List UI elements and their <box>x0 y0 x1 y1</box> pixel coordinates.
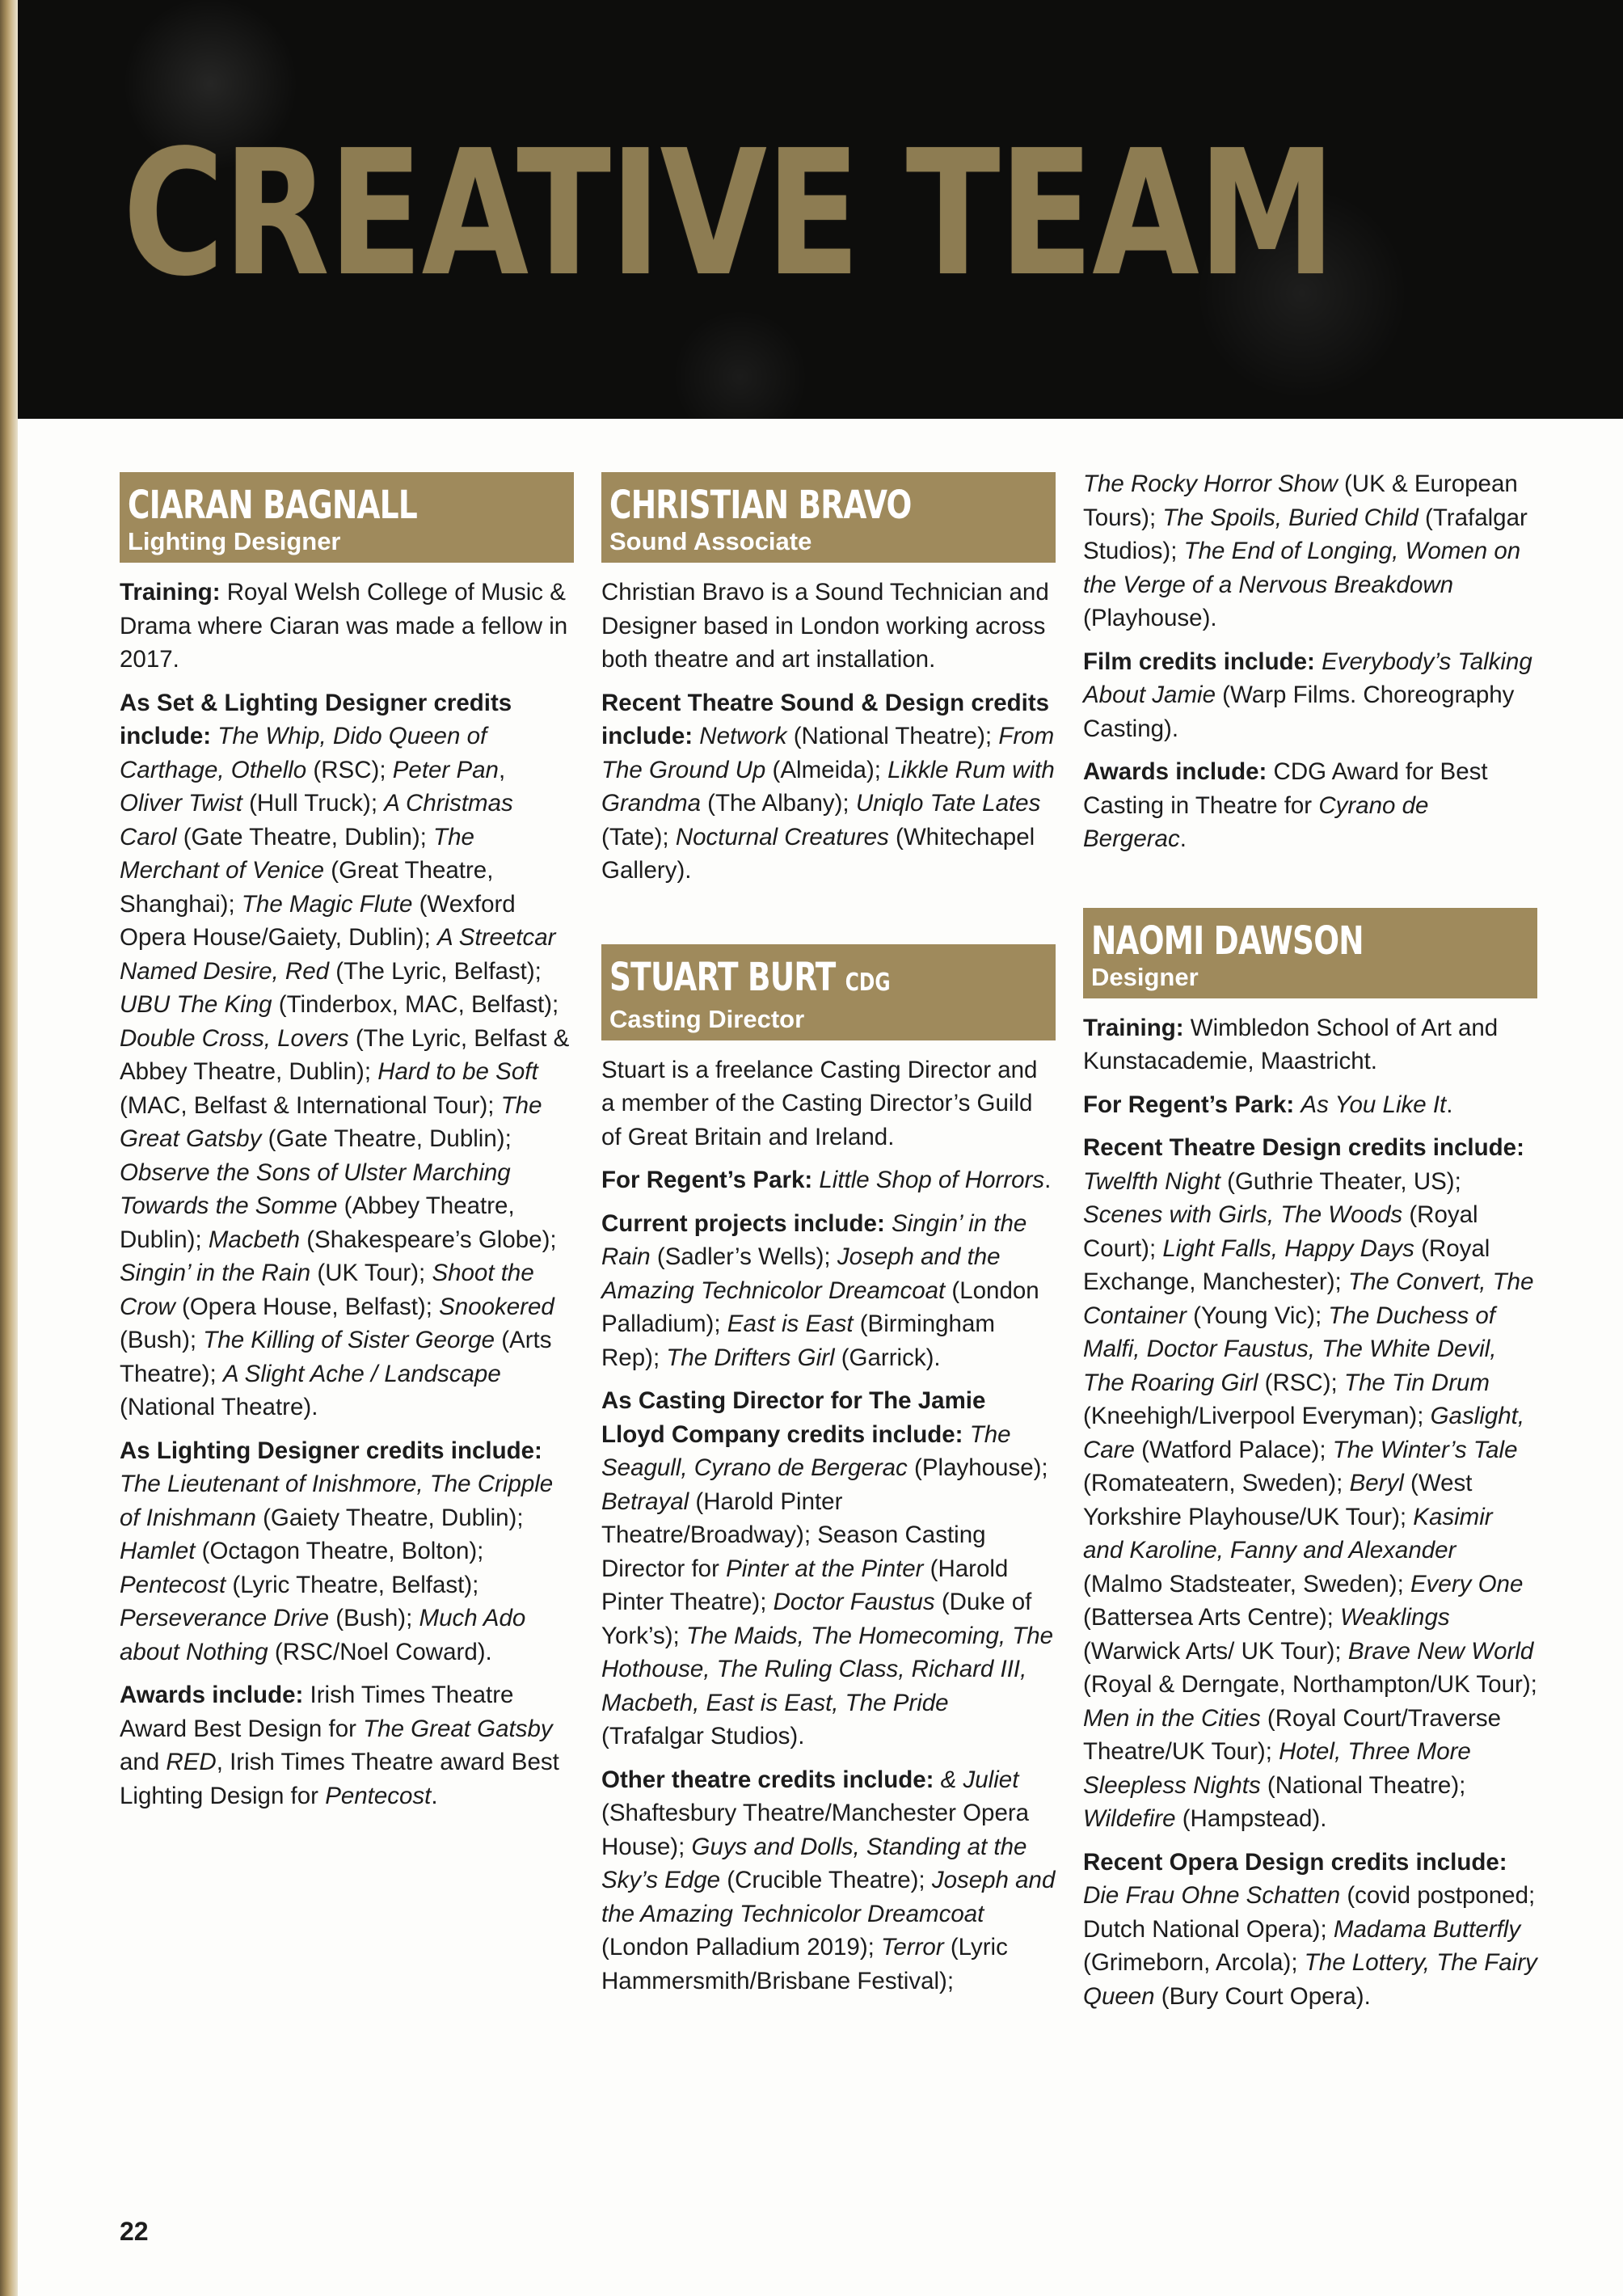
bio-text: (Garrick). <box>834 1344 941 1371</box>
name-suffix: CDG <box>845 968 891 997</box>
person-name: NAOMI DAWSON <box>1091 918 1364 964</box>
bio-text: (UK Tour); <box>310 1260 432 1286</box>
bio-text: (Wexford Opera House/Gaiety, Dublin); <box>120 890 516 951</box>
bio-text: (Shaftesbury Theatre/Manchester Opera House); <box>601 1800 1030 1860</box>
bio-paragraph <box>120 576 574 677</box>
bio-text: (Trafalgar Studios); <box>1083 504 1528 564</box>
credit-heading: Other theatre credits include: <box>601 1766 941 1793</box>
page-title: CREATIVE TEAM <box>123 113 1334 314</box>
bio-paragraph <box>601 1763 1056 1998</box>
bio-text: (Abbey Theatre, Dublin); <box>120 1192 515 1253</box>
bio-text: (National Theatre). <box>120 1394 318 1420</box>
bio-text: (Grimeborn, Arcola); <box>1083 1949 1305 1976</box>
work-title: Kasimir and Karoline, Fanny and Alexander <box>1083 1503 1493 1564</box>
work-title: Pentecost <box>325 1782 432 1809</box>
bio-text: . <box>1446 1091 1453 1118</box>
work-title: As You Like It <box>1301 1091 1447 1118</box>
bio-text: (Harold Pinter Theatre); <box>601 1555 1009 1615</box>
bio-text: (Bush); <box>120 1327 204 1353</box>
work-title: Much Ado about Nothing <box>120 1605 526 1665</box>
name-block-naomi-dawson <box>1083 908 1537 998</box>
bio-text: (Playhouse). <box>1083 605 1217 631</box>
credit-heading: Recent Opera Design credits include: <box>1083 1848 1507 1876</box>
bio-text: (Bush); <box>329 1605 419 1631</box>
work-title: A Slight Ache / Landscape <box>222 1360 501 1387</box>
bio-text: (The Albany); <box>700 790 856 817</box>
work-title: Everybody’s Talking About Jamie <box>1083 648 1532 708</box>
bio-text: , <box>498 756 506 783</box>
work-title: Macbeth <box>208 1226 301 1253</box>
work-title: The Merchant of Venice <box>120 823 474 884</box>
bio-text: (The Lyric, Belfast & Abbey Theatre, Dublin); <box>120 1024 570 1085</box>
bio-text: Stuart is a freelance Casting Director and a member of the Casting Director’s Guild of Great Britain and Ireland. <box>601 1056 1038 1150</box>
bio-text: (Arts Theatre); <box>120 1327 552 1387</box>
bio-text: (Royal & Derngate, Northampton/UK Tour); <box>1083 1671 1537 1698</box>
credit-heading: Recent Theatre Design credits include: <box>1083 1134 1524 1161</box>
bio-paragraph <box>601 576 1056 677</box>
bio-text: (Playhouse); <box>907 1454 1048 1481</box>
bio-paragraph <box>1083 1846 1537 2014</box>
bio-text: (Almeida); <box>765 756 888 783</box>
work-title: The Whip, Dido Queen of Carthage, Othello <box>120 723 487 783</box>
work-title: The Maids, The Homecoming, The Hothouse, The Ruling Class, Richard III, Macbeth, East is East, The Pride <box>601 1622 1054 1716</box>
work-title: The Winter’s Tale <box>1332 1436 1518 1463</box>
bio-text: (Lyric Theatre, Belfast); <box>226 1571 479 1598</box>
bio-text: . <box>1044 1167 1052 1193</box>
bio-text: Christian Bravo is a Sound Technician and Designer based in London working across both theatre and art installation. <box>601 579 1049 673</box>
work-title: Singin’ in the Rain <box>120 1260 311 1286</box>
bio-text: (Young Vic); <box>1186 1302 1329 1329</box>
work-title: Pinter at the Pinter <box>726 1555 924 1582</box>
work-title: The Seagull, Cyrano de Bergerac <box>601 1420 1011 1481</box>
bio-paragraph <box>1083 645 1537 746</box>
work-title: Little Shop of Horrors <box>819 1167 1045 1193</box>
bio-ciaran-bagnall <box>120 576 574 1813</box>
bio-stuart-burt-continued <box>1083 467 1537 856</box>
person-role: Sound Associate <box>609 527 812 555</box>
work-title: The Rocky Horror Show <box>1083 471 1338 497</box>
bio-text: (Birmingham Rep); <box>601 1310 995 1371</box>
work-title: The Killing of Sister George <box>203 1327 495 1353</box>
work-title: The Duchess of Malfi, Doctor Faustus, The White Devil, The Roaring Girl <box>1083 1302 1497 1396</box>
bio-paragraph <box>120 1678 574 1813</box>
credit-heading: Awards include: <box>1083 758 1274 785</box>
work-title: The Lieutenant of Inishmore, The Cripple of Inishmann <box>120 1471 554 1531</box>
work-title: Terror <box>881 1934 944 1960</box>
bio-text: (Great Theatre, Shanghai); <box>120 857 494 918</box>
magazine-spine <box>0 0 18 2296</box>
work-title: & Juliet <box>940 1766 1019 1793</box>
header-banner <box>18 0 1623 419</box>
bio-text: (Battersea Arts Centre); <box>1083 1604 1341 1631</box>
bio-text: (MAC, Belfast & International Tour); <box>120 1091 501 1119</box>
bio-text: (Kneehigh/Liverpool Everyman); <box>1083 1403 1431 1429</box>
bio-text: (Warp Films. Choreography Casting). <box>1083 682 1515 742</box>
bio-text: (Sadler’s Wells); <box>650 1243 837 1270</box>
work-title: Joseph and the Amazing Technicolor Dreamcoat <box>601 1867 1056 1927</box>
work-title: Die Frau Ohne Schatten <box>1083 1882 1341 1909</box>
bio-text: (Watford Palace); <box>1134 1436 1333 1463</box>
work-title: The Magic Flute <box>241 890 413 918</box>
work-title: Nocturnal Creatures <box>675 823 889 850</box>
person-role: Casting Director <box>609 1004 805 1033</box>
work-title: Pentecost <box>120 1571 226 1598</box>
bio-text: (West Yorkshire Playhouse/UK Tour); <box>1083 1470 1473 1530</box>
column-3 <box>1083 467 1537 2023</box>
name-block-ciaran-bagnall <box>120 472 574 563</box>
work-title: The Great Gatsby <box>120 1091 542 1152</box>
page-number: 22 <box>120 2217 149 2246</box>
person-role: Lighting Designer <box>128 527 341 555</box>
bio-christian-bravo <box>601 576 1056 888</box>
bio-paragraph <box>1083 1088 1537 1122</box>
bio-paragraph <box>601 686 1056 888</box>
bio-text: (Lyric Hammersmith/Brisbane Festival); <box>601 1934 1008 1994</box>
bio-paragraph <box>1083 1131 1537 1836</box>
credit-heading: As Lighting Designer credits include: <box>120 1437 542 1464</box>
work-title: The Tin Drum <box>1343 1369 1490 1396</box>
section-spacer <box>1083 866 1537 908</box>
work-title: Every One <box>1410 1570 1524 1597</box>
work-title: The Great Gatsby <box>363 1715 553 1742</box>
bio-text: Wimbledon School of Art and Kunstacademie, Maastricht. <box>1083 1014 1499 1074</box>
bio-text: (Hull Truck); <box>242 790 385 817</box>
bio-text: (Royal Court); <box>1083 1201 1478 1262</box>
bio-text: (RSC); <box>306 756 393 783</box>
bio-text: (Royal Court/Traverse Theatre/UK Tour); <box>1083 1704 1501 1765</box>
work-title: Gaslight, Care <box>1083 1403 1525 1463</box>
bio-paragraph <box>120 1434 574 1669</box>
work-title: Guys and Dolls, Standing at the Sky’s Edge <box>601 1833 1027 1893</box>
bio-paragraph <box>601 1053 1056 1154</box>
credit-heading: As Set & Lighting Designer credits include: <box>120 689 512 749</box>
bio-text: (RSC); <box>1258 1369 1344 1396</box>
work-title: Observe the Sons of Ulster Marching Towards the Somme <box>120 1159 511 1219</box>
column-1 <box>120 472 574 1822</box>
credit-heading: For Regent’s Park: <box>601 1167 820 1193</box>
work-title: East is East <box>727 1310 854 1337</box>
work-title: Double Cross, Lovers <box>120 1024 349 1052</box>
work-title: Singin’ in the Rain <box>601 1209 1027 1270</box>
bio-text: (Hampstead). <box>1175 1805 1327 1832</box>
bio-paragraph <box>601 1207 1056 1375</box>
bio-text: (National Theatre); <box>786 723 999 749</box>
credit-heading: Current projects include: <box>601 1209 892 1237</box>
work-title: Weaklings <box>1340 1604 1450 1631</box>
credit-heading: Awards include: <box>120 1682 310 1708</box>
bio-text: (Harold Pinter Theatre/Broadway); Season Casting Director for <box>601 1488 986 1582</box>
credit-heading: For Regent’s Park: <box>1083 1091 1301 1118</box>
work-title: Uniqlo Tate Lates <box>855 790 1041 817</box>
work-title: A Christmas Carol <box>120 790 513 850</box>
work-title: A Streetcar Named Desire, Red <box>120 924 556 985</box>
work-title: Doctor Faustus <box>773 1589 935 1615</box>
bio-text: (Gate Theatre, Dublin); <box>261 1125 512 1152</box>
work-title: Perseverance Drive <box>120 1605 330 1631</box>
work-title: Joseph and the Amazing Technicolor Dreamcoat <box>601 1243 1001 1304</box>
bio-text: (Tate); <box>601 823 676 850</box>
work-title: Hard to be Soft <box>377 1058 538 1085</box>
bio-paragraph <box>601 1384 1056 1754</box>
bio-text: (Warwick Arts/ UK Tour); <box>1083 1637 1348 1665</box>
work-title: Peter Pan <box>392 756 499 783</box>
bio-text: (UK & European Tours); <box>1083 471 1518 531</box>
work-title: Likkle Rum with Grandma <box>601 756 1055 817</box>
work-title: Brave New World <box>1347 1637 1534 1665</box>
bio-text: (Romateatern, Sweden); <box>1083 1470 1350 1496</box>
bio-text: (National Theatre); <box>1260 1771 1466 1799</box>
bio-text: (Tinderbox, MAC, Belfast); <box>272 991 559 1018</box>
bio-naomi-dawson <box>1083 1011 1537 2014</box>
work-title: Betrayal <box>601 1488 689 1515</box>
bio-text: (Malmo Stadsteater, Sweden); <box>1083 1570 1410 1597</box>
work-title: Men in the Cities <box>1083 1704 1261 1732</box>
bio-text: Royal Welsh College of Music & Drama where Ciaran was made a fellow in 2017. <box>120 579 568 673</box>
bio-text: (covid postponed; Dutch National Opera); <box>1083 1882 1536 1943</box>
bio-text: (Gaiety Theatre, Dublin); <box>255 1504 524 1531</box>
bio-text: (RSC/Noel Coward). <box>268 1638 492 1665</box>
bio-text: (Shakespeare’s Globe); <box>300 1226 557 1253</box>
bio-paragraph <box>120 686 574 1424</box>
person-name: CHRISTIAN BRAVO <box>609 483 912 528</box>
work-title: From The Ground Up <box>601 723 1055 783</box>
bio-text: (London Palladium 2019); <box>601 1934 882 1960</box>
bio-text: (London Palladium); <box>601 1277 1039 1337</box>
bio-text: (Opera House, Belfast); <box>175 1293 440 1320</box>
work-title: Light Falls, Happy Days <box>1162 1235 1414 1262</box>
bio-text: (Trafalgar Studios). <box>601 1723 805 1749</box>
bio-text: Irish Times Theatre Award Best Design for <box>120 1682 514 1742</box>
work-title: Twelfth Night <box>1083 1167 1220 1195</box>
work-title: Cyrano de Bergerac <box>1083 791 1429 852</box>
work-title: UBU The King <box>120 991 272 1018</box>
bio-text: (Whitechapel Gallery). <box>601 823 1035 884</box>
work-title: The Lottery, The Fairy Queen <box>1083 1949 1537 2010</box>
bio-text: . <box>1179 825 1187 852</box>
work-title: The End of Longing, Women on the Verge of a Nervous Breakdown <box>1083 538 1521 598</box>
section-spacer <box>601 897 1056 944</box>
bio-text: and <box>120 1749 167 1775</box>
person-role: Designer <box>1091 962 1199 991</box>
work-title: RED <box>166 1749 217 1775</box>
work-title: Oliver Twist <box>120 790 242 817</box>
person-name-text: STUART BURT <box>609 954 836 1000</box>
name-block-christian-bravo <box>601 472 1056 563</box>
credit-heading: Training: <box>1083 1014 1191 1041</box>
bio-stuart-burt <box>601 1053 1056 1998</box>
work-title: Hamlet <box>120 1538 196 1564</box>
work-title: Snookered <box>439 1293 554 1320</box>
name-block-stuart-burt <box>601 944 1056 1040</box>
work-title: The Drifters Girl <box>666 1344 835 1371</box>
bio-text: . <box>431 1782 438 1809</box>
person-name: CIARAN BAGNALL <box>128 483 417 528</box>
column-2 <box>601 472 1056 2007</box>
work-title: Hotel, Three More Sleepless Nights <box>1083 1738 1471 1799</box>
work-title: The Spoils, Buried Child <box>1162 504 1419 531</box>
work-title: Network <box>699 723 787 749</box>
credit-heading: Training: <box>120 579 227 606</box>
work-title: The Convert, The Container <box>1083 1268 1534 1329</box>
work-title: Wildefire <box>1083 1805 1176 1832</box>
work-title: Madama Butterfly <box>1333 1915 1521 1943</box>
bio-paragraph <box>601 1163 1056 1197</box>
bio-text: (Gate Theatre, Dublin); <box>176 823 434 850</box>
bio-paragraph <box>1083 467 1537 635</box>
credit-heading: Film credits include: <box>1083 648 1322 675</box>
bio-text: (The Lyric, Belfast); <box>329 957 542 985</box>
bio-text: (Duke of York’s); <box>601 1589 1032 1649</box>
bio-text: (Crucible Theatre); <box>720 1867 932 1893</box>
work-title: Shoot the Crow <box>120 1260 534 1320</box>
bio-text: (Guthrie Theater, US); <box>1220 1167 1461 1195</box>
bio-paragraph <box>1083 1011 1537 1078</box>
credit-heading: Recent Theatre Sound & Design credits include: <box>601 689 1050 749</box>
person-name <box>609 956 949 1005</box>
bio-text: (Royal Exchange, Manchester); <box>1083 1235 1490 1295</box>
bio-text: CDG Award for Best Casting in Theatre for <box>1083 758 1488 819</box>
credit-heading: As Casting Director for The Jamie Lloyd Company credits include: <box>601 1387 986 1448</box>
work-title: Scenes with Girls, The Woods <box>1083 1201 1403 1228</box>
bio-text: , Irish Times Theatre award Best Lighting Design for <box>120 1749 559 1809</box>
bio-text: (Octagon Theatre, Bolton); <box>195 1538 484 1564</box>
bio-paragraph <box>1083 755 1537 856</box>
work-title: Beryl <box>1349 1470 1404 1496</box>
bio-text: (Bury Court Opera). <box>1154 1982 1371 2010</box>
